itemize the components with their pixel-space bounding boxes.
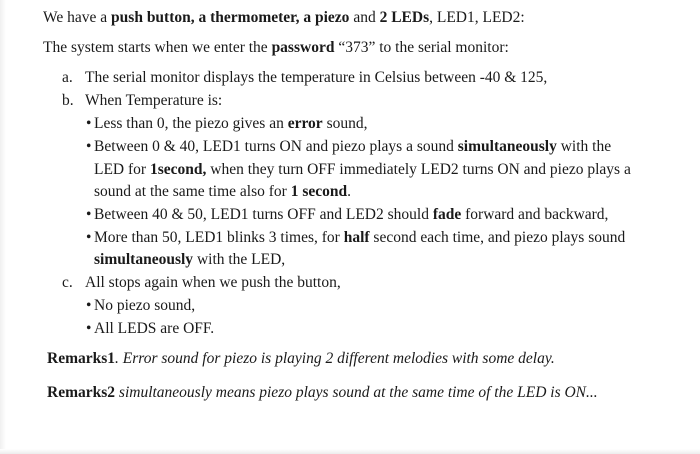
intro-text: , LED1, LED2: (429, 9, 525, 26)
intro-components-bold: push button, a thermometer, a piezo (111, 9, 350, 26)
fade-bold: fade (432, 206, 462, 223)
bullet-icon: • (86, 115, 92, 132)
remark-2 (47, 383, 598, 403)
intro-text: The system starts when we enter the (43, 39, 272, 56)
item-c-marker: c. (62, 274, 73, 291)
bullet-icon: • (86, 206, 92, 223)
item-c-text: All stops again when we push the button, (85, 274, 341, 291)
remark-2-label: Remarks2 (47, 384, 116, 401)
bullet-zero-to-forty-line3: sound at the same time also for 1 second. (94, 183, 352, 200)
item-b-text: When Temperature is: (85, 92, 223, 109)
bullet-icon: • (86, 138, 92, 155)
page-left-edge (0, 0, 6, 454)
item-b-marker: b. (62, 92, 74, 109)
item-a-text: The serial monitor displays the temperature in Celsius between -40 & 125, (85, 69, 548, 86)
bullet-icon: • (86, 320, 92, 337)
bullet-more-than-fifty-line2: simultaneously with the LED, (94, 251, 286, 268)
bullet-no-piezo: • No piezo sound, (86, 297, 196, 314)
one-second-bold: 1second, (149, 161, 207, 178)
bullet-zero-to-forty: • Between 0 & 40, LED1 turns ON and piezo plays a sound simultaneously with the (86, 138, 612, 155)
bullet-forty-to-fifty: • Between 40 & 50, LED1 turns OFF and LED2 should fade forward and backward, (86, 206, 609, 223)
half-bold: half (343, 229, 370, 246)
remark-1-label: Remarks1 (47, 350, 116, 367)
simultaneously-bold: simultaneously (457, 138, 557, 155)
bullet-more-than-fifty: • More than 50, LED1 blinks 3 times, for half second each time, and piezo plays sound (86, 229, 626, 246)
simultaneously-bold-2: simultaneously (94, 251, 194, 268)
intro-leds-bold: 2 LEDs (379, 9, 430, 26)
bullet-less-than-zero: • Less than 0, the piezo gives an error sound, (86, 115, 368, 132)
password-bold: password (271, 39, 335, 56)
one-second-bold-2: 1 second (290, 183, 348, 200)
intro-text: We have a (43, 9, 112, 26)
item-a-marker: a. (62, 69, 73, 86)
bullet-icon: • (86, 229, 92, 246)
bullet-leds-off: • All LEDS are OFF. (86, 320, 215, 337)
bullet-zero-to-forty-line2: LED for 1second, when they turn OFF immediately LED2 turns ON and piezo plays a (94, 161, 631, 178)
remark-1-text: . Error sound for piezo is playing 2 different melodies with some delay. (115, 350, 555, 367)
intro-line-password (43, 38, 509, 58)
remark-1 (47, 349, 555, 369)
page-bottom-edge (0, 449, 700, 454)
error-bold: error (287, 115, 323, 132)
intro-text: “373” to the serial monitor: (334, 39, 509, 56)
intro-text: and (349, 9, 380, 26)
remark-2-text: simultaneously means piezo plays sound at the same time of the LED is ON... (115, 384, 598, 401)
intro-line-components (43, 8, 525, 28)
bullet-icon: • (86, 297, 92, 314)
